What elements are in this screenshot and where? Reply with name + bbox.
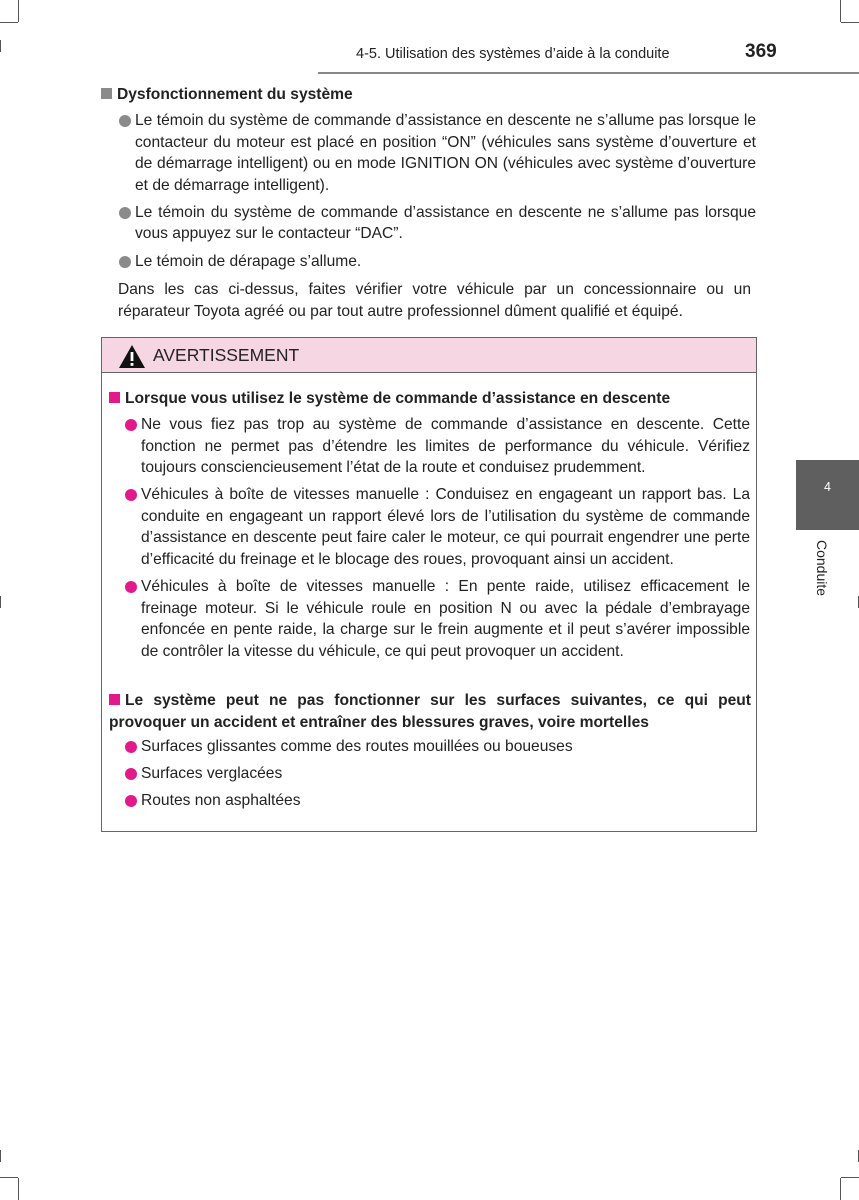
chapter-number: 4 — [824, 480, 831, 494]
header-rule — [318, 72, 859, 74]
chapter-label: Conduite — [814, 540, 830, 597]
crop-mark — [840, 0, 841, 22]
summary-paragraph: Dans les cas ci-dessus, faites vérifier votre véhicule par un concessionnaire ou un réparateur Toyota agréé ou par tout autre professionnel dûment qualifié et équipé. — [118, 281, 751, 320]
warning-box — [101, 337, 757, 832]
page-number: 369 — [745, 41, 777, 62]
running-head: 4-5. Utilisation des systèmes d’aide à la conduite — [356, 46, 670, 62]
warning-header — [102, 338, 756, 373]
crop-mark — [841, 1177, 859, 1178]
bullet-dot-icon — [125, 768, 137, 780]
bullet-dot-icon — [125, 489, 137, 501]
crop-mark — [18, 0, 19, 22]
chapter-tab — [796, 460, 859, 530]
list-item: Le témoin de dérapage s’allume. — [118, 251, 756, 273]
warning-group-heading: Lorsque vous utilisez le système de commande d’assistance en descente — [109, 388, 751, 410]
malfunction-list — [118, 110, 756, 278]
list-item: Le témoin du système de commande d’assistance en descente ne s’allume pas lorsque le contacteur du moteur est placé en position “ON” (véhicules sans système d’ouverture et de démarrage intelligent) ou en mode IGNITION ON (véhicules avec système d’ouverture et de démarrage intelligent). — [118, 110, 756, 196]
bullet-dot-icon — [119, 207, 131, 219]
list-item: Surfaces glissantes comme des routes mouillées ou boueuses — [124, 736, 750, 758]
crop-mark — [0, 22, 18, 23]
crop-mark — [0, 1150, 1, 1162]
square-bullet-icon — [101, 88, 112, 99]
warning-group-heading: Le système peut ne pas fonctionner sur les surfaces suivantes, ce qui peut provoquer un accident et entraîner des blessures graves, voire mortelles — [109, 692, 751, 731]
crop-mark — [0, 1177, 18, 1178]
crop-mark — [0, 40, 1, 52]
crop-mark — [18, 1178, 19, 1200]
list-item: Véhicules à boîte de vitesses manuelle : En pente raide, utilisez efficacement le freinage moteur. Si le véhicule roule en position N ou avec la pédale d’embrayage enfoncée en pente raide, la charge sur le frein augmente et il peut s’avérer impossible de contrôler la vitesse du véhicule, ce qui peut provoquer un accident. — [124, 576, 750, 662]
bullet-dot-icon — [125, 419, 137, 431]
square-bullet-icon — [109, 694, 120, 705]
square-bullet-icon — [109, 392, 120, 403]
section-heading-text: Dysfonctionnement du système — [117, 86, 353, 103]
list-item: Véhicules à boîte de vitesses manuelle : Conduisez en engageant un rapport bas. La conduite en engageant un rapport élevé lors de l’utilisation du système de commande d’assistance en descente peut faire caler le moteur, ce qui pourrait engendrer une perte d’efficacité du freinage et le blocage des roues, provoquant ainsi un accident. — [124, 484, 750, 570]
warning-title: AVERTISSEMENT — [153, 345, 300, 365]
warning-triangle-icon — [118, 344, 146, 369]
bullet-dot-icon — [119, 115, 131, 127]
warning-list — [124, 736, 750, 817]
list-item: Routes non asphaltées — [124, 790, 750, 812]
list-item: Le témoin du système de commande d’assistance en descente ne s’allume pas lorsque vous appuyez sur le contacteur “DAC”. — [118, 202, 756, 245]
warning-list — [124, 414, 750, 668]
crop-mark — [840, 1178, 841, 1200]
crop-mark — [841, 22, 859, 23]
list-item: Surfaces verglacées — [124, 763, 750, 785]
bullet-dot-icon — [125, 581, 137, 593]
crop-mark — [0, 596, 1, 608]
bullet-dot-icon — [125, 741, 137, 753]
list-item: Ne vous fiez pas trop au système de commande d’assistance en descente. Cette fonction ne permet pas d’étendre les limites de performance du véhicule. Vérifiez toujours consciencieusement l’état de la route et conduisez prudemment. — [124, 414, 750, 479]
bullet-dot-icon — [119, 256, 131, 268]
section-heading — [101, 86, 353, 104]
bullet-dot-icon — [125, 795, 137, 807]
